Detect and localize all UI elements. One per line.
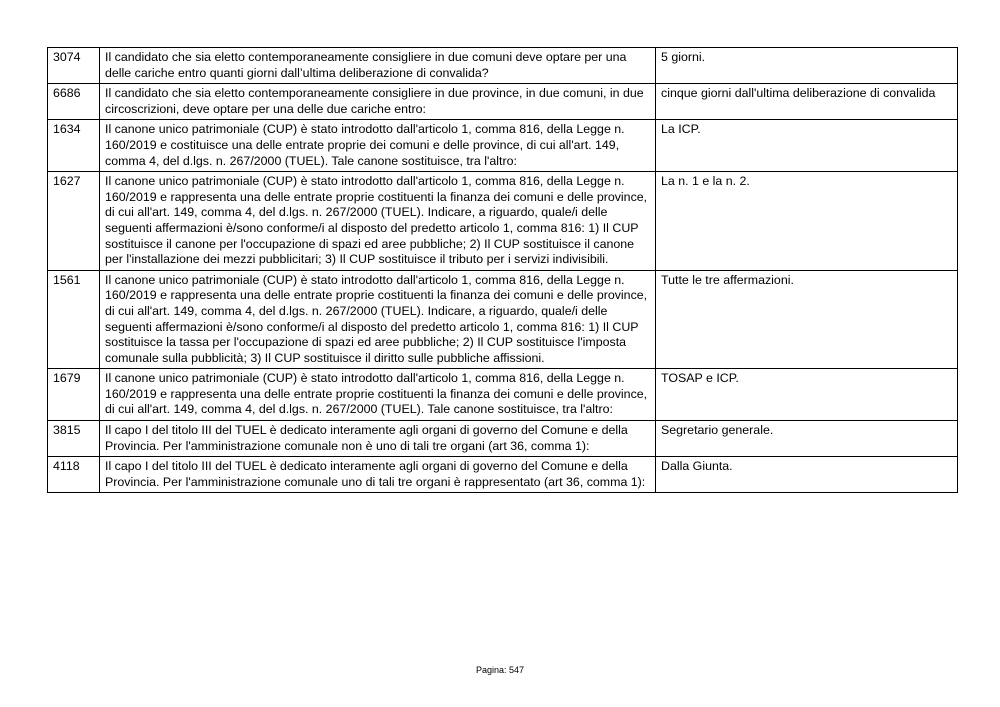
table-row <box>48 84 958 120</box>
question-id: 1561 <box>48 270 100 369</box>
question-id: 4118 <box>48 457 100 493</box>
table-row <box>48 369 958 421</box>
question-text: Il candidato che sia eletto contemporaneamente consigliere in due province, in due comuni, in due circoscrizioni, deve optare per una delle due cariche entro: <box>100 84 656 120</box>
table-row <box>48 172 958 271</box>
question-id: 1679 <box>48 369 100 421</box>
question-text: Il capo I del titolo III del TUEL è dedicato interamente agli organi di governo del Comune e della Provincia. Per l'amministrazione comunale uno di tali tre organi è rappresentato (art 36, comma 1): <box>100 457 656 493</box>
answer-text: Dalla Giunta. <box>656 457 958 493</box>
question-id: 1634 <box>48 120 100 172</box>
answer-text: La ICP. <box>656 120 958 172</box>
table-row <box>48 48 958 84</box>
question-table <box>47 47 958 493</box>
question-text: Il canone unico patrimoniale (CUP) è stato introdotto dall'articolo 1, comma 816, della Legge n. 160/2019 e rappresenta una delle entrate proprie costituenti la finanza dei comuni e delle province, di cui all'art. 149, comma 4, del d.lgs. n. 267/2000 (TUEL). Indicare, a riguardo, quale/i delle seguenti affermazioni è/sono conforme/i al disposto del predetto articolo 1, comma 816: 1) Il CUP sostituisce la tassa per l'occupazione di spazi ed aree pubbliche; 2) Il CUP sostituisce l'imposta comunale sulla pubblicità; 3) Il CUP sostituisce il diritto sulle pubbliche affissioni. <box>100 270 656 369</box>
question-id: 3815 <box>48 421 100 457</box>
page-number: Pagina: 547 <box>475 665 525 675</box>
answer-text: Tutte le tre affermazioni. <box>656 270 958 369</box>
answer-text: cinque giorni dall'ultima deliberazione di convalida <box>656 84 958 120</box>
question-text: Il canone unico patrimoniale (CUP) è stato introdotto dall'articolo 1, comma 816, della Legge n. 160/2019 e rappresenta una delle entrate proprie costituenti la finanza dei comuni e delle province, di cui all'art. 149, comma 4, del d.lgs. n. 267/2000 (TUEL). Tale canone sostituisce, tra l'altro: <box>100 369 656 421</box>
table-row <box>48 120 958 172</box>
table-row <box>48 457 958 493</box>
answer-text: Segretario generale. <box>656 421 958 457</box>
answer-text: 5 giorni. <box>656 48 958 84</box>
question-text: Il canone unico patrimoniale (CUP) è stato introdotto dall'articolo 1, comma 816, della Legge n. 160/2019 e rappresenta una delle entrate proprie costituenti la finanza dei comuni e delle province, di cui all'art. 149, comma 4, del d.lgs. n. 267/2000 (TUEL). Indicare, a riguardo, quale/i delle seguenti affermazioni è/sono conforme/i al disposto del predetto articolo 1, comma 816: 1) Il CUP sostituisce il canone per l'occupazione di spazi ed aree pubbliche; 2) Il CUP sostituisce il canone per l'installazione dei mezzi pubblicitari; 3) Il CUP sostituisce il tributo per i servizi indivisibili. <box>100 172 656 271</box>
question-id: 1627 <box>48 172 100 271</box>
question-text: Il canone unico patrimoniale (CUP) è stato introdotto dall'articolo 1, comma 816, della Legge n. 160/2019 e costituisce una delle entrate proprie dei comuni e delle province, di cui all'art. 149, comma 4, del d.lgs. n. 267/2000 (TUEL). Tale canone sostituisce, tra l'altro: <box>100 120 656 172</box>
question-text: Il capo I del titolo III del TUEL è dedicato interamente agli organi di governo del Comune e della Provincia. Per l'amministrazione comunale non è uno di tali tre organi (art 36, comma 1): <box>100 421 656 457</box>
question-text: Il candidato che sia eletto contemporaneamente consigliere in due comuni deve optare per una delle cariche entro quanti giorni dall’ultima deliberazione di convalida? <box>100 48 656 84</box>
answer-text: TOSAP e ICP. <box>656 369 958 421</box>
answer-text: La n. 1 e la n. 2. <box>656 172 958 271</box>
question-id: 3074 <box>48 48 100 84</box>
table-row <box>48 270 958 369</box>
question-id: 6686 <box>48 84 100 120</box>
table-row <box>48 421 958 457</box>
